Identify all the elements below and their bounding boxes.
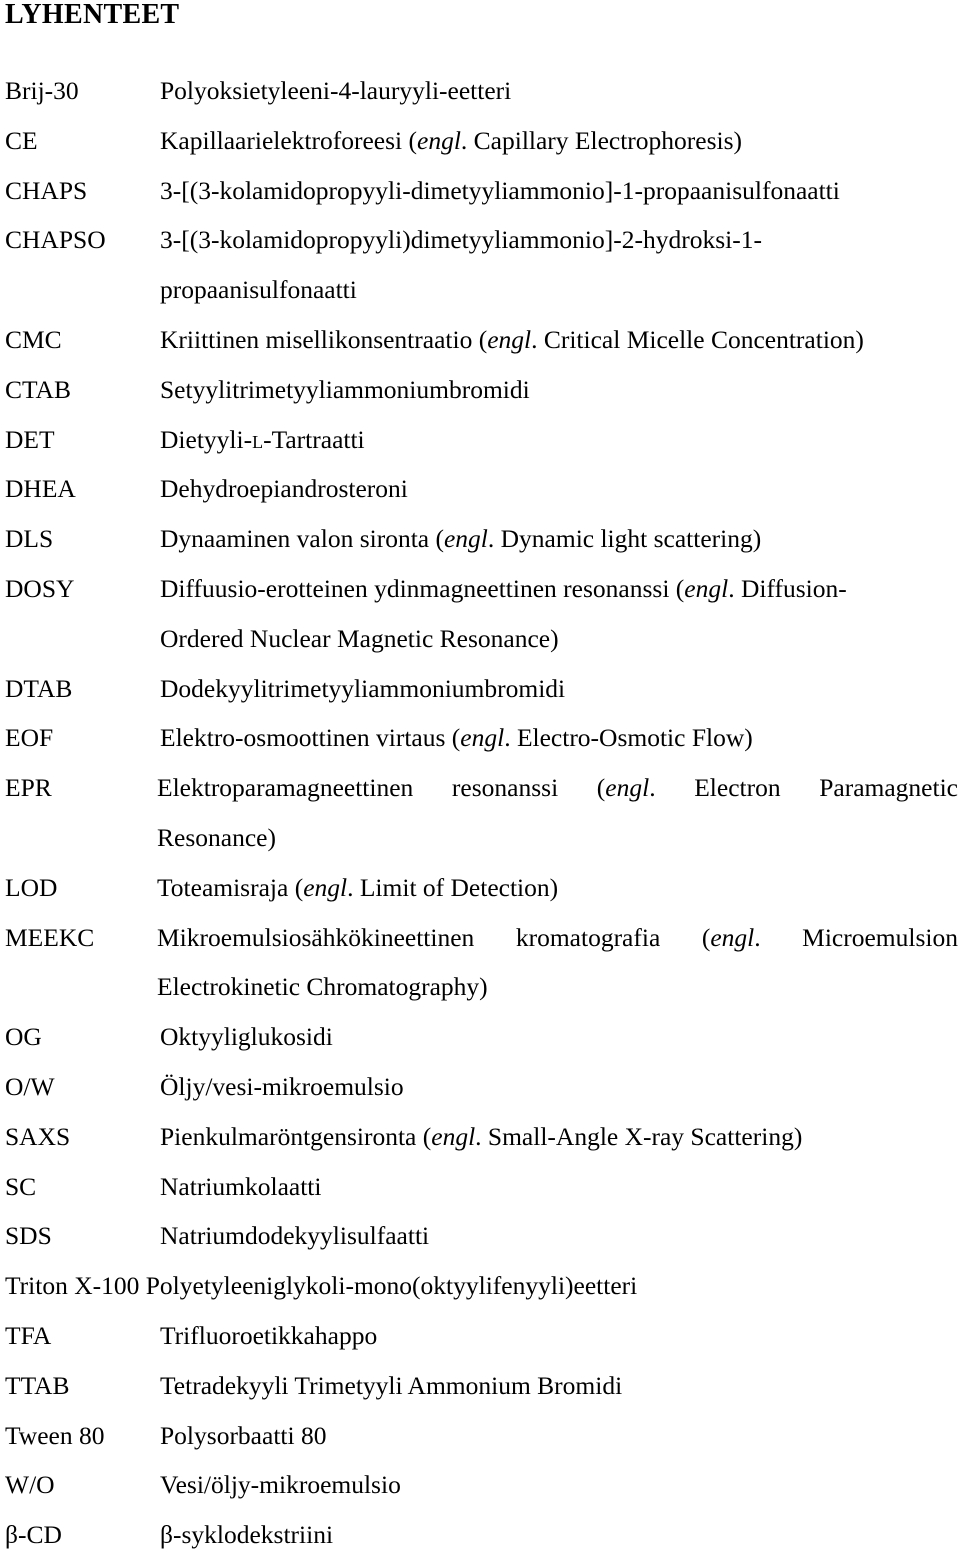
definition: Polyoksietyleeni-4-lauryyli-eetteri bbox=[160, 76, 512, 105]
definition: Diffuusio-erotteinen ydinmagneettinen resonanssi (engl. Diffusion- Ordered Nuclear Magnetic Resonance) bbox=[160, 573, 847, 653]
list-item bbox=[0, 514, 960, 564]
abbreviation: TFA bbox=[5, 1320, 52, 1350]
definition: Tetradekyyli Trimetyyli Ammonium Bromidi bbox=[160, 1370, 623, 1400]
list-item bbox=[0, 1261, 960, 1311]
definition: β-syklodekstriini bbox=[160, 1520, 334, 1550]
definition: Pienkulmaröntgensironta (engl. Small-Angle X-ray Scattering) bbox=[160, 1121, 803, 1151]
abbreviation: SAXS bbox=[5, 1121, 71, 1151]
list-item bbox=[0, 713, 960, 763]
definition: 3-[(3-kolamidopropyyli)dimetyyliammonio]-2-hydroksi-1- propaanisulfonaatti bbox=[160, 225, 762, 305]
definition: Natriumkolaatti bbox=[160, 1171, 322, 1201]
list-item bbox=[0, 365, 960, 415]
definition: Toteamisraja (engl. Limit of Detection) bbox=[157, 872, 559, 902]
definition: Setyylitrimetyyliammoniumbromidi bbox=[160, 374, 530, 404]
definition: Natriumdodekyylisulfaatti bbox=[160, 1221, 430, 1251]
list-item bbox=[0, 1012, 960, 1062]
abbreviation: TTAB bbox=[5, 1370, 70, 1400]
abbreviation: CHAPS bbox=[5, 175, 88, 205]
abbreviation: Tween 80 bbox=[5, 1420, 105, 1450]
abbreviation: CTAB bbox=[5, 374, 71, 404]
list-item bbox=[0, 1510, 960, 1560]
abbreviation: DET bbox=[5, 424, 55, 454]
list-item bbox=[0, 763, 960, 863]
list-item bbox=[0, 1112, 960, 1162]
list-item bbox=[0, 564, 960, 664]
abbreviation: Triton X-100 Polyetyleeniglykoli-mono(oktyylifenyyli)eetteri bbox=[5, 1271, 638, 1301]
list-item bbox=[0, 1460, 960, 1510]
list-item bbox=[0, 66, 960, 116]
list-item bbox=[0, 415, 960, 465]
definition: Kriittinen misellikonsentraatio (engl. Critical Micelle Concentration) bbox=[160, 324, 864, 354]
abbreviation: CMC bbox=[5, 324, 62, 354]
list-item bbox=[0, 464, 960, 514]
abbreviation: LOD bbox=[5, 872, 58, 902]
list-item bbox=[0, 1411, 960, 1461]
page-title: LYHENTEET bbox=[5, 0, 180, 30]
definition: Elektro-osmoottinen virtaus (engl. Electro-Osmotic Flow) bbox=[160, 723, 753, 753]
abbreviation: SDS bbox=[5, 1221, 52, 1251]
abbreviation: MEEKC bbox=[5, 922, 95, 952]
list-item bbox=[0, 1361, 960, 1411]
abbreviation: DOSY bbox=[5, 573, 75, 603]
definition: Elektroparamagneettinen resonanssi (engl. Electron Paramagnetic Resonance) bbox=[157, 773, 958, 852]
list-item bbox=[0, 215, 960, 315]
definition: Oktyyliglukosidi bbox=[160, 1022, 333, 1052]
list-item bbox=[0, 1062, 960, 1112]
definition: Polysorbaatti 80 bbox=[160, 1420, 327, 1450]
definition: Öljy/vesi-mikroemulsio bbox=[160, 1071, 404, 1101]
abbreviation: β-CD bbox=[5, 1520, 62, 1550]
list-item bbox=[0, 863, 960, 913]
abbreviation: EOF bbox=[5, 723, 54, 753]
abbreviation: O/W bbox=[5, 1071, 55, 1101]
definition: Dodekyylitrimetyyliammoniumbromidi bbox=[160, 673, 566, 703]
abbreviation: DLS bbox=[5, 524, 54, 554]
definition: Trifluoroetikkahappo bbox=[160, 1320, 378, 1350]
abbreviation: SC bbox=[5, 1171, 37, 1201]
definition: Kapillaarielektroforeesi (engl. Capillary Electrophoresis) bbox=[160, 125, 743, 155]
abbreviation: EPR bbox=[5, 773, 52, 803]
abbreviation: DTAB bbox=[5, 673, 73, 703]
abbreviation: OG bbox=[5, 1022, 42, 1052]
list-item bbox=[0, 1311, 960, 1361]
abbreviation-list bbox=[0, 66, 960, 1560]
definition: Dietyyli-l-Tartraatti bbox=[160, 424, 365, 454]
definition: Dynaaminen valon sironta (engl. Dynamic light scattering) bbox=[160, 524, 762, 554]
definition: Dehydroepiandrosteroni bbox=[160, 474, 408, 504]
abbreviation: CE bbox=[5, 125, 38, 155]
abbreviation: DHEA bbox=[5, 474, 76, 504]
list-item bbox=[0, 315, 960, 365]
definition: Vesi/öljy-mikroemulsio bbox=[160, 1470, 401, 1500]
abbreviation: W/O bbox=[5, 1470, 55, 1500]
list-item bbox=[0, 166, 960, 216]
list-item bbox=[0, 1162, 960, 1212]
list-item bbox=[0, 116, 960, 166]
abbreviation: CHAPSO bbox=[5, 225, 106, 255]
list-item bbox=[0, 664, 960, 714]
definition: Polyetyleeniglykoli-mono(oktyylifenyyli)eetteri bbox=[145, 1271, 638, 1301]
list-item bbox=[0, 1211, 960, 1261]
definition: Mikroemulsiosähkökineettinen kromatografia (engl. Microemulsion Electrokinetic Chromatography) bbox=[157, 922, 958, 1002]
list-item bbox=[0, 913, 960, 1013]
definition: 3-[(3-kolamidopropyyli-dimetyyliammonio]-1-propaanisulfonaatti bbox=[160, 175, 840, 205]
abbreviation: Brij-30 bbox=[5, 76, 79, 105]
